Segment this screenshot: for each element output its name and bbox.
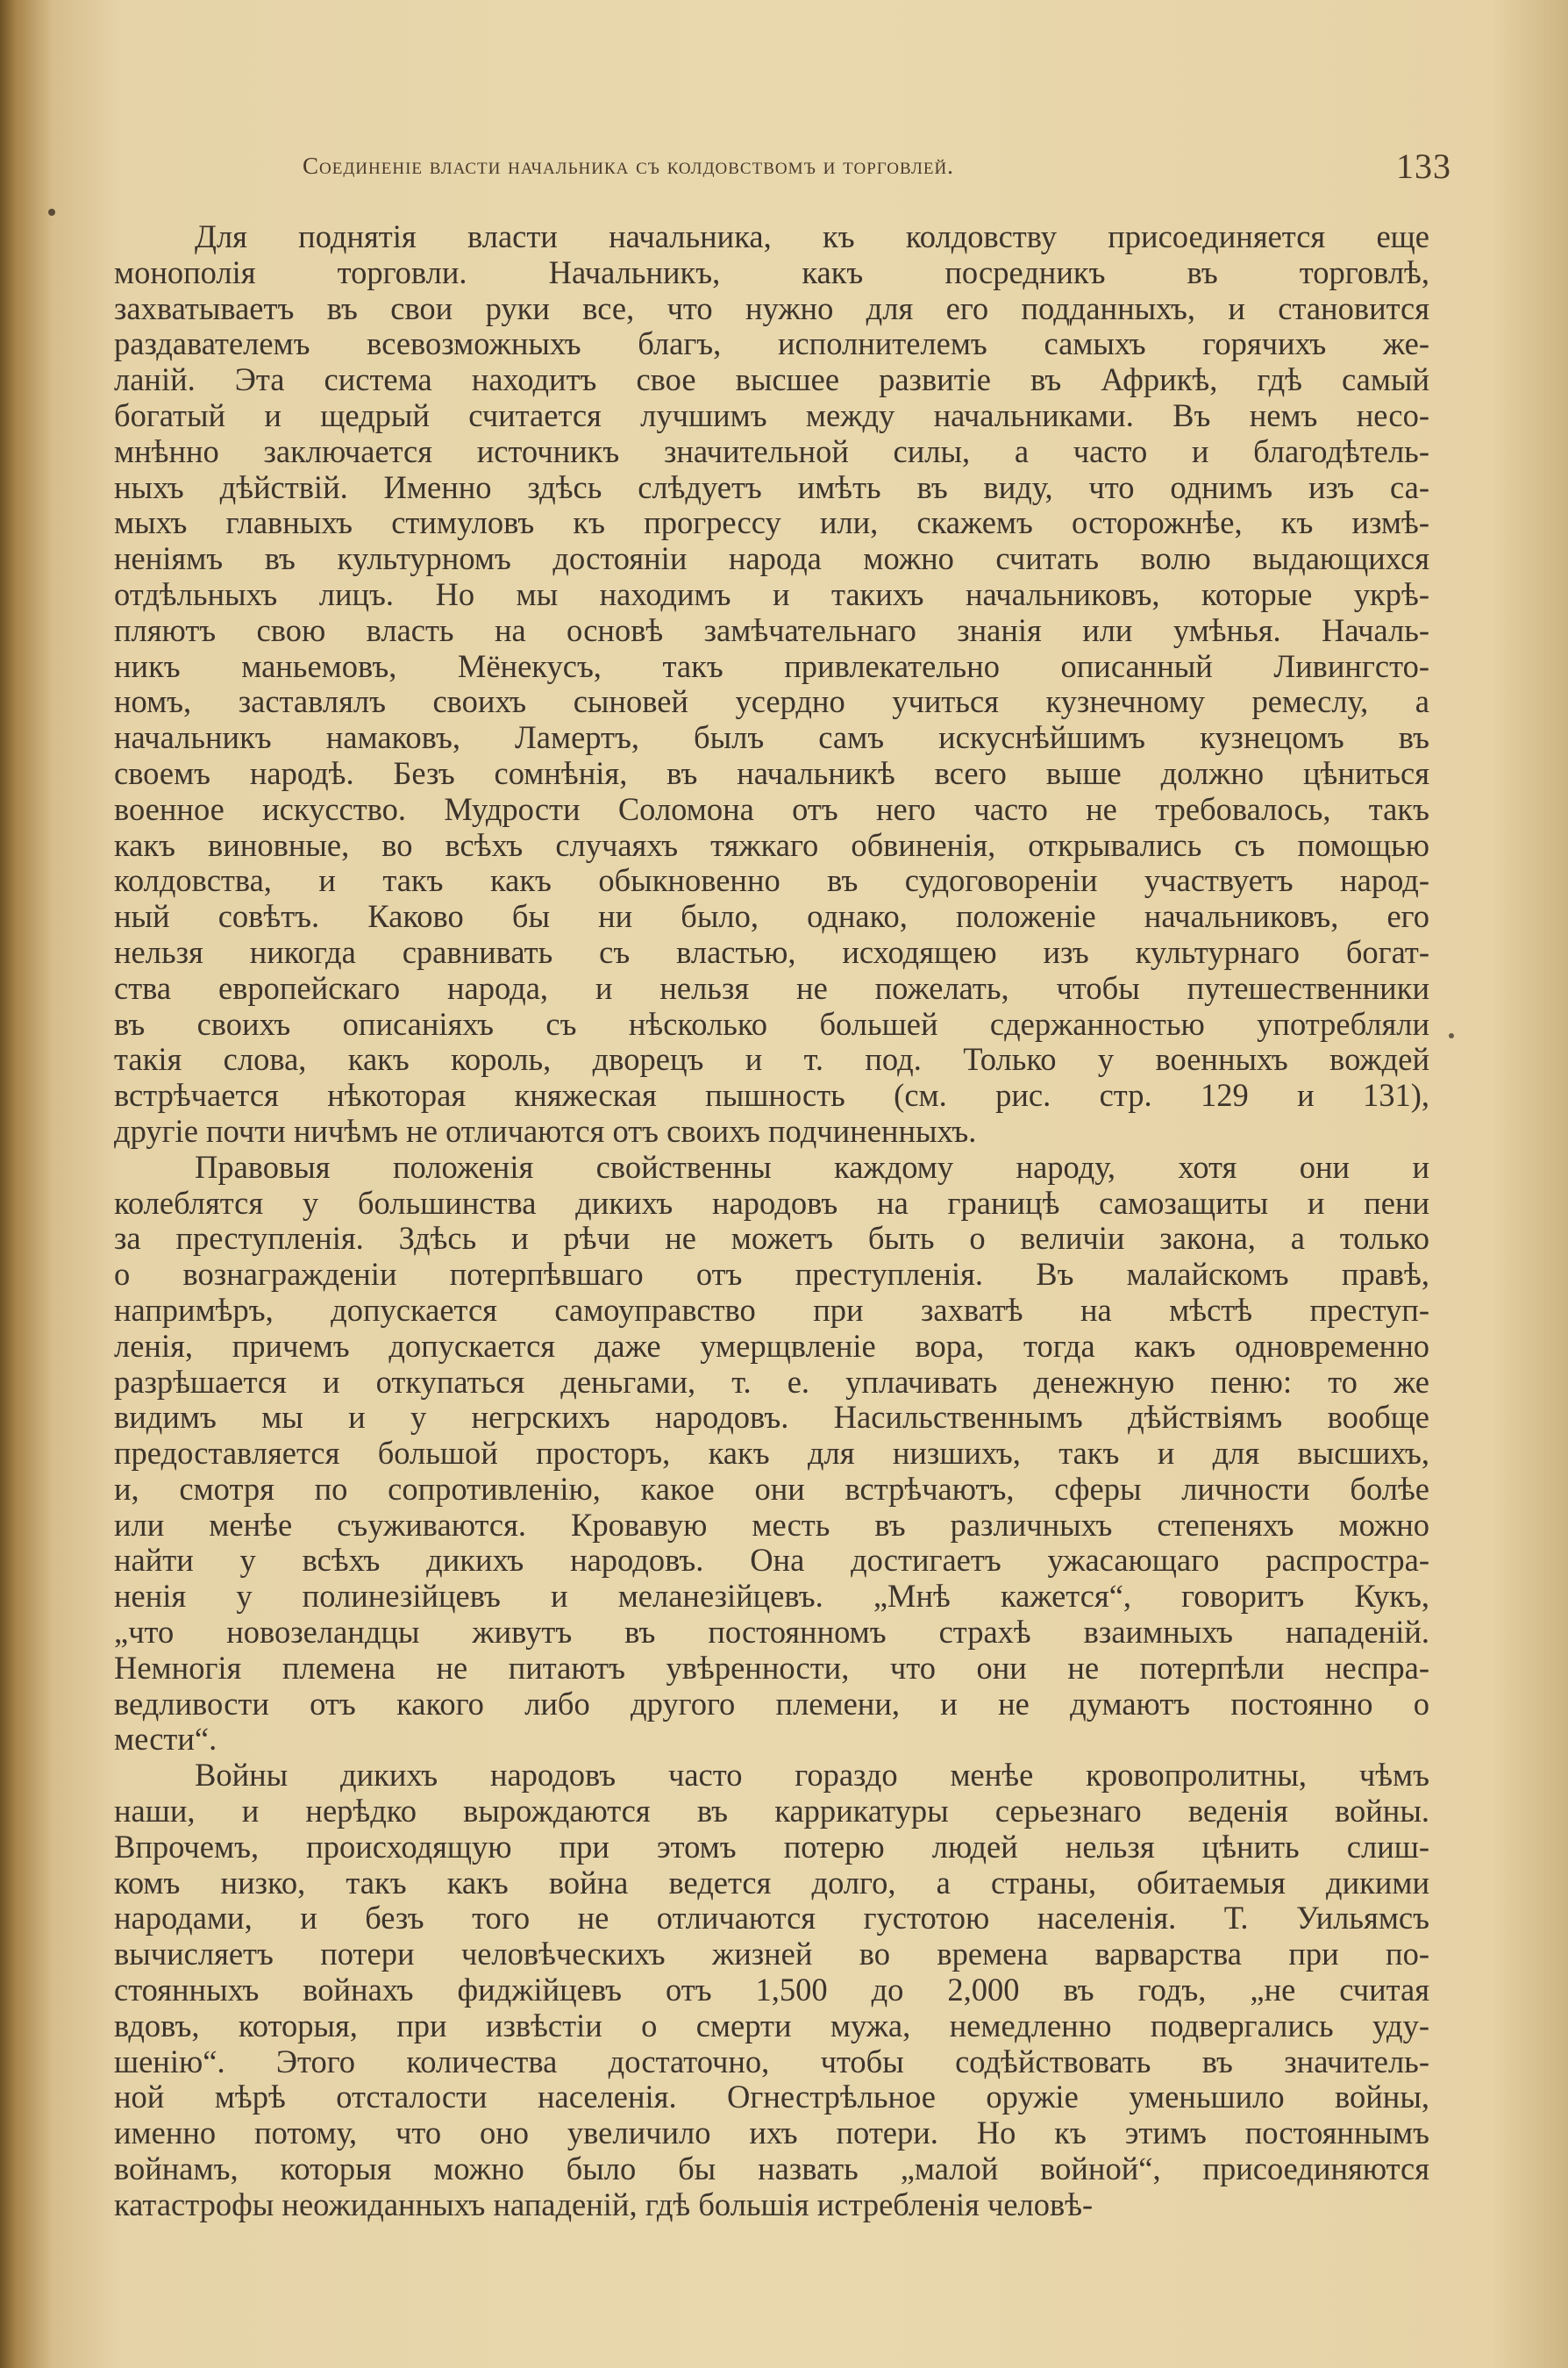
text-line: комъ низко, такъ какъ война ведется долго, а страны, обитаемыя дикими	[114, 1864, 1429, 1901]
text-line: въ своихъ описаніяхъ съ нѣсколько большей сдержанностью употребляли	[114, 1005, 1429, 1042]
text-line: Для поднятія власти начальника, къ колдовству присоединяется еще	[195, 218, 1429, 254]
text-line: неніямъ въ культурномъ достояніи народа можно считать волю выдающихся	[114, 540, 1429, 577]
margin-mark	[48, 209, 55, 216]
text-line: именно потому, что оно увеличило ихъ потери. Но къ этимъ постояннымъ	[114, 2115, 1429, 2151]
text-line: предоставляется большой просторъ, какъ для низшихъ, такъ и для высшихъ,	[114, 1435, 1429, 1472]
text-line: какъ виновные, во всѣхъ случаяхъ тяжкаго обвиненія, открывались съ помощью	[114, 826, 1429, 863]
text-line: колеблятся у большинства дикихъ народовъ на границѣ самозащиты и пени	[114, 1184, 1429, 1221]
text-line: войнамъ, которыя можно было бы назвать „малой войной“, присоединяются	[114, 2150, 1429, 2187]
text-line: ный совѣтъ. Каково бы ни было, однако, положеніе начальниковъ, его	[114, 898, 1429, 935]
page-number: 133	[1396, 146, 1451, 186]
text-line: ланій. Эта система находитъ свое высшее развитіе въ Африкѣ, гдѣ самый	[114, 361, 1429, 398]
text-line: номъ, заставлялъ своихъ сыновей усердно учиться кузнечному ремеслу, а	[114, 683, 1429, 720]
text-line: мести“.	[114, 1721, 217, 1758]
text-line: Немногія племена не питаютъ увѣренности, что они не потерпѣли неспра-	[114, 1649, 1429, 1686]
text-line: катастрофы неожиданныхъ нападеній, гдѣ большія истребленія человѣ-	[114, 2186, 1094, 2222]
text-line: видимъ мы и у негрскихъ народовъ. Насильственнымъ дѣйствіямъ вообще	[114, 1399, 1429, 1436]
text-line: разрѣшается и откупаться деньгами, т. е. уплачивать денежную пеню: то же	[114, 1363, 1429, 1400]
text-line: ной мѣрѣ отсталости населенія. Огнестрѣльное оружіе уменьшило войны,	[114, 2079, 1429, 2115]
text-line: ведливости отъ какого либо другого племени, и не думаютъ постоянно о	[114, 1685, 1429, 1722]
text-line: встрѣчается нѣкоторая княжеская пышность (см. рис. стр. 129 и 131),	[114, 1077, 1429, 1114]
text-line: захватываетъ въ свои руки все, что нужно для его подданныхъ, и становится	[114, 289, 1429, 326]
text-line: раздавателемъ всевозможныхъ благъ, исполнителемъ самыхъ горячихъ же-	[114, 325, 1429, 362]
text-line: найти у всѣхъ дикихъ народовъ. Она достигаетъ ужасающаго распростра-	[114, 1542, 1429, 1579]
text-line: вдовъ, которыя, при извѣстіи о смерти мужа, немедленно подвергались уду-	[114, 2007, 1429, 2043]
text-line: монополія торговли. Начальникъ, какъ посредникъ въ торговлѣ,	[114, 253, 1429, 290]
text-line: ленія, причемъ допускается даже умерщвленіе вора, тогда какъ одновременно	[114, 1327, 1429, 1364]
text-line: ненія у полинезійцевъ и меланезійцевъ. „Мнѣ кажется“, говоритъ Кукъ,	[114, 1578, 1429, 1615]
text-line: начальникъ намаковъ, Ламертъ, былъ самъ искуснѣйшимъ кузнецомъ въ	[114, 719, 1429, 756]
text-line: богатый и щедрый считается лучшимъ между начальниками. Въ немъ несо-	[114, 396, 1429, 433]
text-line: „что новозеландцы живутъ въ постоянномъ страхѣ взаимныхъ нападеній.	[114, 1614, 1429, 1651]
margin-mark	[1449, 1033, 1454, 1038]
text-line: Войны дикихъ народовъ часто гораздо менѣе кровопролитны, чѣмъ	[195, 1757, 1429, 1794]
text-line: о вознагражденіи потерпѣвшаго отъ преступленія. Въ малайскомъ правѣ,	[114, 1256, 1429, 1293]
running-header	[303, 146, 1451, 189]
text-line: за преступленія. Здѣсь и рѣчи не можетъ быть о величіи закона, а только	[114, 1220, 1429, 1257]
text-line: ныхъ дѣйствій. Именно здѣсь слѣдуетъ имѣть въ виду, что однимъ изъ са-	[114, 468, 1429, 505]
text-line: военное искусство. Мудрости Соломона отъ него часто не требовалось, такъ	[114, 790, 1429, 827]
text-line: мыхъ главныхъ стимуловъ къ прогрессу или, скажемъ осторожнѣе, къ измѣ-	[114, 504, 1429, 541]
text-line: пляютъ свою власть на основѣ замѣчательнаго знанія или умѣнья. Началь-	[114, 611, 1429, 648]
text-line: своемъ народѣ. Безъ сомнѣнія, въ начальникѣ всего выше должно цѣниться	[114, 754, 1429, 791]
text-line: мнѣнно заключается источникъ значительной силы, а часто и благодѣтель-	[114, 432, 1429, 469]
text-line: Впрочемъ, происходящую при этомъ потерю людей нельзя цѣнить слиш-	[114, 1828, 1429, 1865]
header-title: Соединеніе власти начальника съ колдовствомъ и торговлей.	[303, 153, 954, 179]
text-line: и, смотря по сопротивленію, какое они встрѣчаютъ, сферы личности болѣе	[114, 1470, 1429, 1507]
text-line: колдовства, и такъ какъ обыкновенно въ судоговореніи участвуетъ народ-	[114, 862, 1429, 899]
text-line: никъ маньемовъ, Мёнекусъ, такъ привлекательно описанный Ливингсто-	[114, 647, 1429, 684]
text-line: другіе почти ничѣмъ не отличаются отъ своихъ подчиненныхъ.	[114, 1112, 977, 1149]
text-line: народами, и безъ того не отличаются густотою населенія. Т. Уильямсъ	[114, 1900, 1429, 1936]
text-line: нельзя никогда сравнивать съ властью, исходящею изъ культурнаго богат-	[114, 933, 1429, 970]
text-line: ства европейскаго народа, и нельзя не пожелать, чтобы путешественники	[114, 969, 1429, 1006]
body-text	[114, 219, 1429, 2223]
text-line: Правовыя положенія свойственны каждому народу, хотя они и	[195, 1148, 1429, 1185]
text-line: или менѣе съуживаются. Кровавую месть въ различныхъ степеняхъ можно	[114, 1506, 1429, 1543]
text-line: вычисляетъ потери человѣческихъ жизней во времена варварства при по-	[114, 1936, 1429, 1972]
text-line: стоянныхъ войнахъ фиджійцевъ отъ 1,500 до 2,000 въ годъ, „не считая	[114, 1972, 1429, 2008]
text-line: наши, и нерѣдко вырождаются въ каррикатуры серьезнаго веденія войны.	[114, 1793, 1429, 1829]
text-line: такія слова, какъ король, дворецъ и т. под. Только у военныхъ вождей	[114, 1041, 1429, 1078]
text-line: отдѣльныхъ лицъ. Но мы находимъ и такихъ начальниковъ, которые укрѣ-	[114, 575, 1429, 612]
text-line: напримѣръ, допускается самоуправство при захватѣ на мѣстѣ преступ-	[114, 1291, 1429, 1328]
text-line: шенію“. Этого количества достаточно, чтобы содѣйствовать въ значитель-	[114, 2043, 1429, 2079]
